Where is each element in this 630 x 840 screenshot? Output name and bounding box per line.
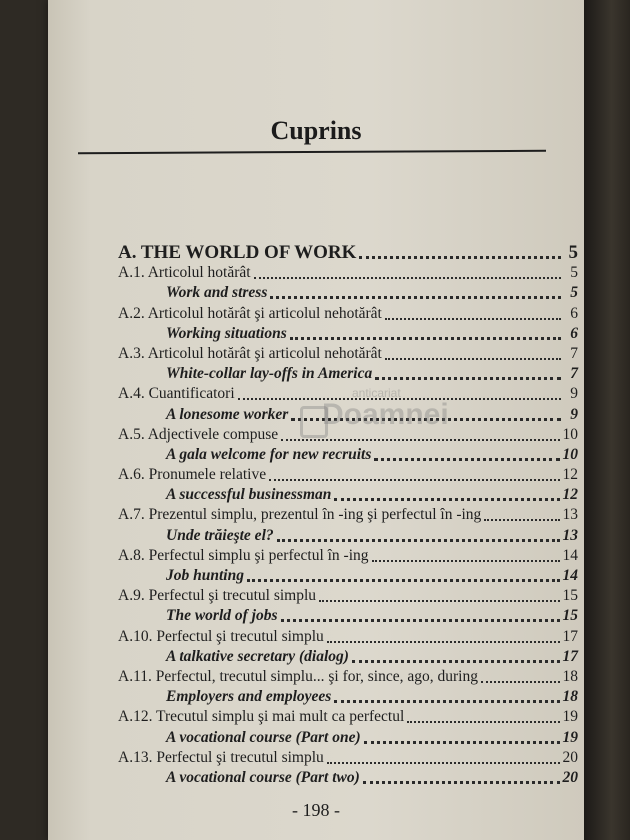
dot-leader [481, 680, 560, 683]
toc-entry-story [118, 282, 578, 302]
toc-page-number: 10 [562, 445, 578, 463]
toc-entry-title: A.9. Perfectul şi trecutul simplu [118, 587, 317, 605]
toc-page-number: 18 [562, 667, 578, 685]
toc-page-number: 15 [562, 607, 578, 625]
toc-entry-story [118, 565, 578, 585]
page-number-footer: - 198 - [292, 800, 340, 820]
toc-page-number: 7 [570, 365, 578, 383]
toc-entry-story [118, 686, 578, 706]
toc-page-number: 10 [562, 425, 578, 443]
toc-page-number: 20 [562, 748, 578, 766]
dot-leader [385, 357, 561, 360]
toc-page-number: 14 [562, 567, 578, 584]
toc-page-number: 12 [562, 486, 578, 504]
dot-leader [290, 336, 561, 340]
toc-page-number: 5 [568, 242, 578, 263]
toc-page-number: 17 [562, 647, 578, 665]
toc-page-number: 13 [562, 506, 578, 524]
toc-entry-story [118, 444, 578, 464]
dot-leader [385, 317, 561, 320]
toc-entry-title: A.10. Perfectul şi trecutul simplu [118, 627, 324, 645]
toc-entry-title: A.11. Perfectul, trecutul simplu... şi for, since, ago, during [118, 667, 478, 685]
dot-leader [327, 640, 560, 643]
toc-page-number: 20 [562, 768, 578, 786]
toc-entry-story [118, 484, 578, 504]
toc-page-number: 5 [570, 264, 578, 282]
dot-leader [359, 255, 561, 259]
book-page [48, 0, 584, 840]
dot-leader [277, 538, 560, 542]
toc-entry-title: A.3. Articolul hotărât şi articolul nehotărât [118, 344, 382, 362]
toc-entry-lesson [118, 666, 578, 686]
toc-page-number: 6 [570, 304, 578, 322]
dot-leader [269, 478, 559, 481]
toc-entry-story [118, 646, 578, 666]
dot-leader [484, 518, 559, 521]
toc-entry-title: Unde trăieşte el? [166, 526, 274, 544]
toc-entry-story [118, 323, 578, 343]
dot-leader [254, 276, 561, 279]
toc-page-number: 7 [570, 344, 578, 362]
toc-entry-lesson [118, 585, 578, 605]
toc-page-number: 14 [562, 546, 578, 564]
toc-entry-story [118, 524, 578, 544]
toc-entry-lesson [118, 706, 578, 726]
dot-leader [247, 578, 560, 582]
dot-leader [363, 780, 560, 784]
page-shadow-edge [584, 0, 630, 840]
toc-entry-title: A.8. Perfectul simplu şi perfectul în -ing [118, 546, 369, 564]
toc-page-number: 17 [562, 627, 578, 645]
toc-entry-lesson [118, 504, 578, 524]
dot-leader [327, 761, 560, 764]
toc-entry-lesson [118, 545, 578, 565]
toc-entry-story [118, 726, 578, 746]
toc-page-number: 5 [570, 284, 578, 302]
toc-entry-lesson [118, 343, 578, 363]
title-rule [78, 150, 546, 154]
dot-leader [281, 618, 560, 622]
toc-entry-title: A successful businessman [166, 486, 332, 504]
toc-entry-title: Employers and employees [166, 688, 332, 706]
toc-page-number: 12 [562, 466, 578, 484]
toc-entry-story [118, 767, 578, 787]
page-title: Cuprins [270, 116, 362, 145]
toc-entry-title: Job hunting [166, 567, 244, 584]
toc-entry-title: Working situations [166, 324, 287, 342]
toc-page-number: 9 [570, 405, 578, 423]
toc-entry-section [118, 236, 578, 262]
toc-entry-title: A.6. Pronumele relative [118, 466, 267, 484]
toc-entry-story [118, 363, 578, 383]
toc-entry-title: A vocational course (Part two) [166, 768, 360, 786]
dot-leader [334, 699, 559, 703]
toc-page-number: 6 [570, 324, 578, 342]
dot-leader [352, 659, 560, 663]
toc-entry-story [118, 605, 578, 625]
toc-entry-title: A.4. Cuantificatori [118, 385, 235, 403]
dot-leader [407, 720, 559, 723]
dot-leader [364, 740, 560, 744]
toc-entry-lesson [118, 464, 578, 484]
toc-entry-title: The world of jobs [166, 607, 278, 625]
toc-entry-title: Work and stress [166, 284, 268, 302]
toc-entry-title: A.12. Trecutul simplu şi mai mult ca perfectul [118, 708, 405, 726]
toc-entry-title: A lonesome worker [166, 405, 289, 423]
toc-entry-title: A.7. Prezentul simplu, prezentul în -ing şi perfectul în -ing [118, 506, 482, 524]
toc-page-number: 19 [562, 728, 578, 746]
toc-entry-title: A.13. Perfectul şi trecutul simplu [118, 748, 324, 766]
toc-entry-title: White-collar lay-offs in America [166, 365, 373, 383]
toc-entry-title: A gala welcome for new recruits [166, 445, 372, 463]
toc-entry-title: A vocational course (Part one) [166, 728, 361, 746]
dot-leader [334, 497, 559, 501]
toc-page-number: 15 [562, 587, 578, 605]
toc-entry-title: A.2. Articolul hotărât şi articolul nehotărât [118, 304, 382, 322]
dot-leader [374, 457, 559, 461]
watermark-main-text: Doamnei [322, 398, 449, 431]
toc-entry-lesson [118, 262, 578, 282]
toc-entry-title: A.5. Adjectivele compuse [118, 425, 279, 443]
dot-leader [372, 559, 560, 562]
toc-entry-title: A talkative secretary (dialog) [166, 647, 349, 665]
toc-page-number: 19 [562, 708, 578, 726]
toc-entry-lesson [118, 625, 578, 645]
toc-page-number: 18 [562, 688, 578, 706]
dot-leader [375, 376, 561, 380]
toc-entry-lesson [118, 302, 578, 322]
watermark-top-text: anticariat [352, 386, 401, 400]
toc-page-number: 9 [570, 385, 578, 403]
toc-entry-title: A.1. Articolul hotărât [118, 264, 251, 282]
toc-entry-lesson [118, 747, 578, 767]
toc-entry-title: A. THE WORLD OF WORK [118, 242, 357, 263]
table-of-contents [118, 236, 578, 787]
dot-leader [319, 599, 559, 602]
watermark [300, 386, 450, 446]
toc-page-number: 13 [562, 526, 578, 544]
dot-leader [270, 295, 561, 299]
